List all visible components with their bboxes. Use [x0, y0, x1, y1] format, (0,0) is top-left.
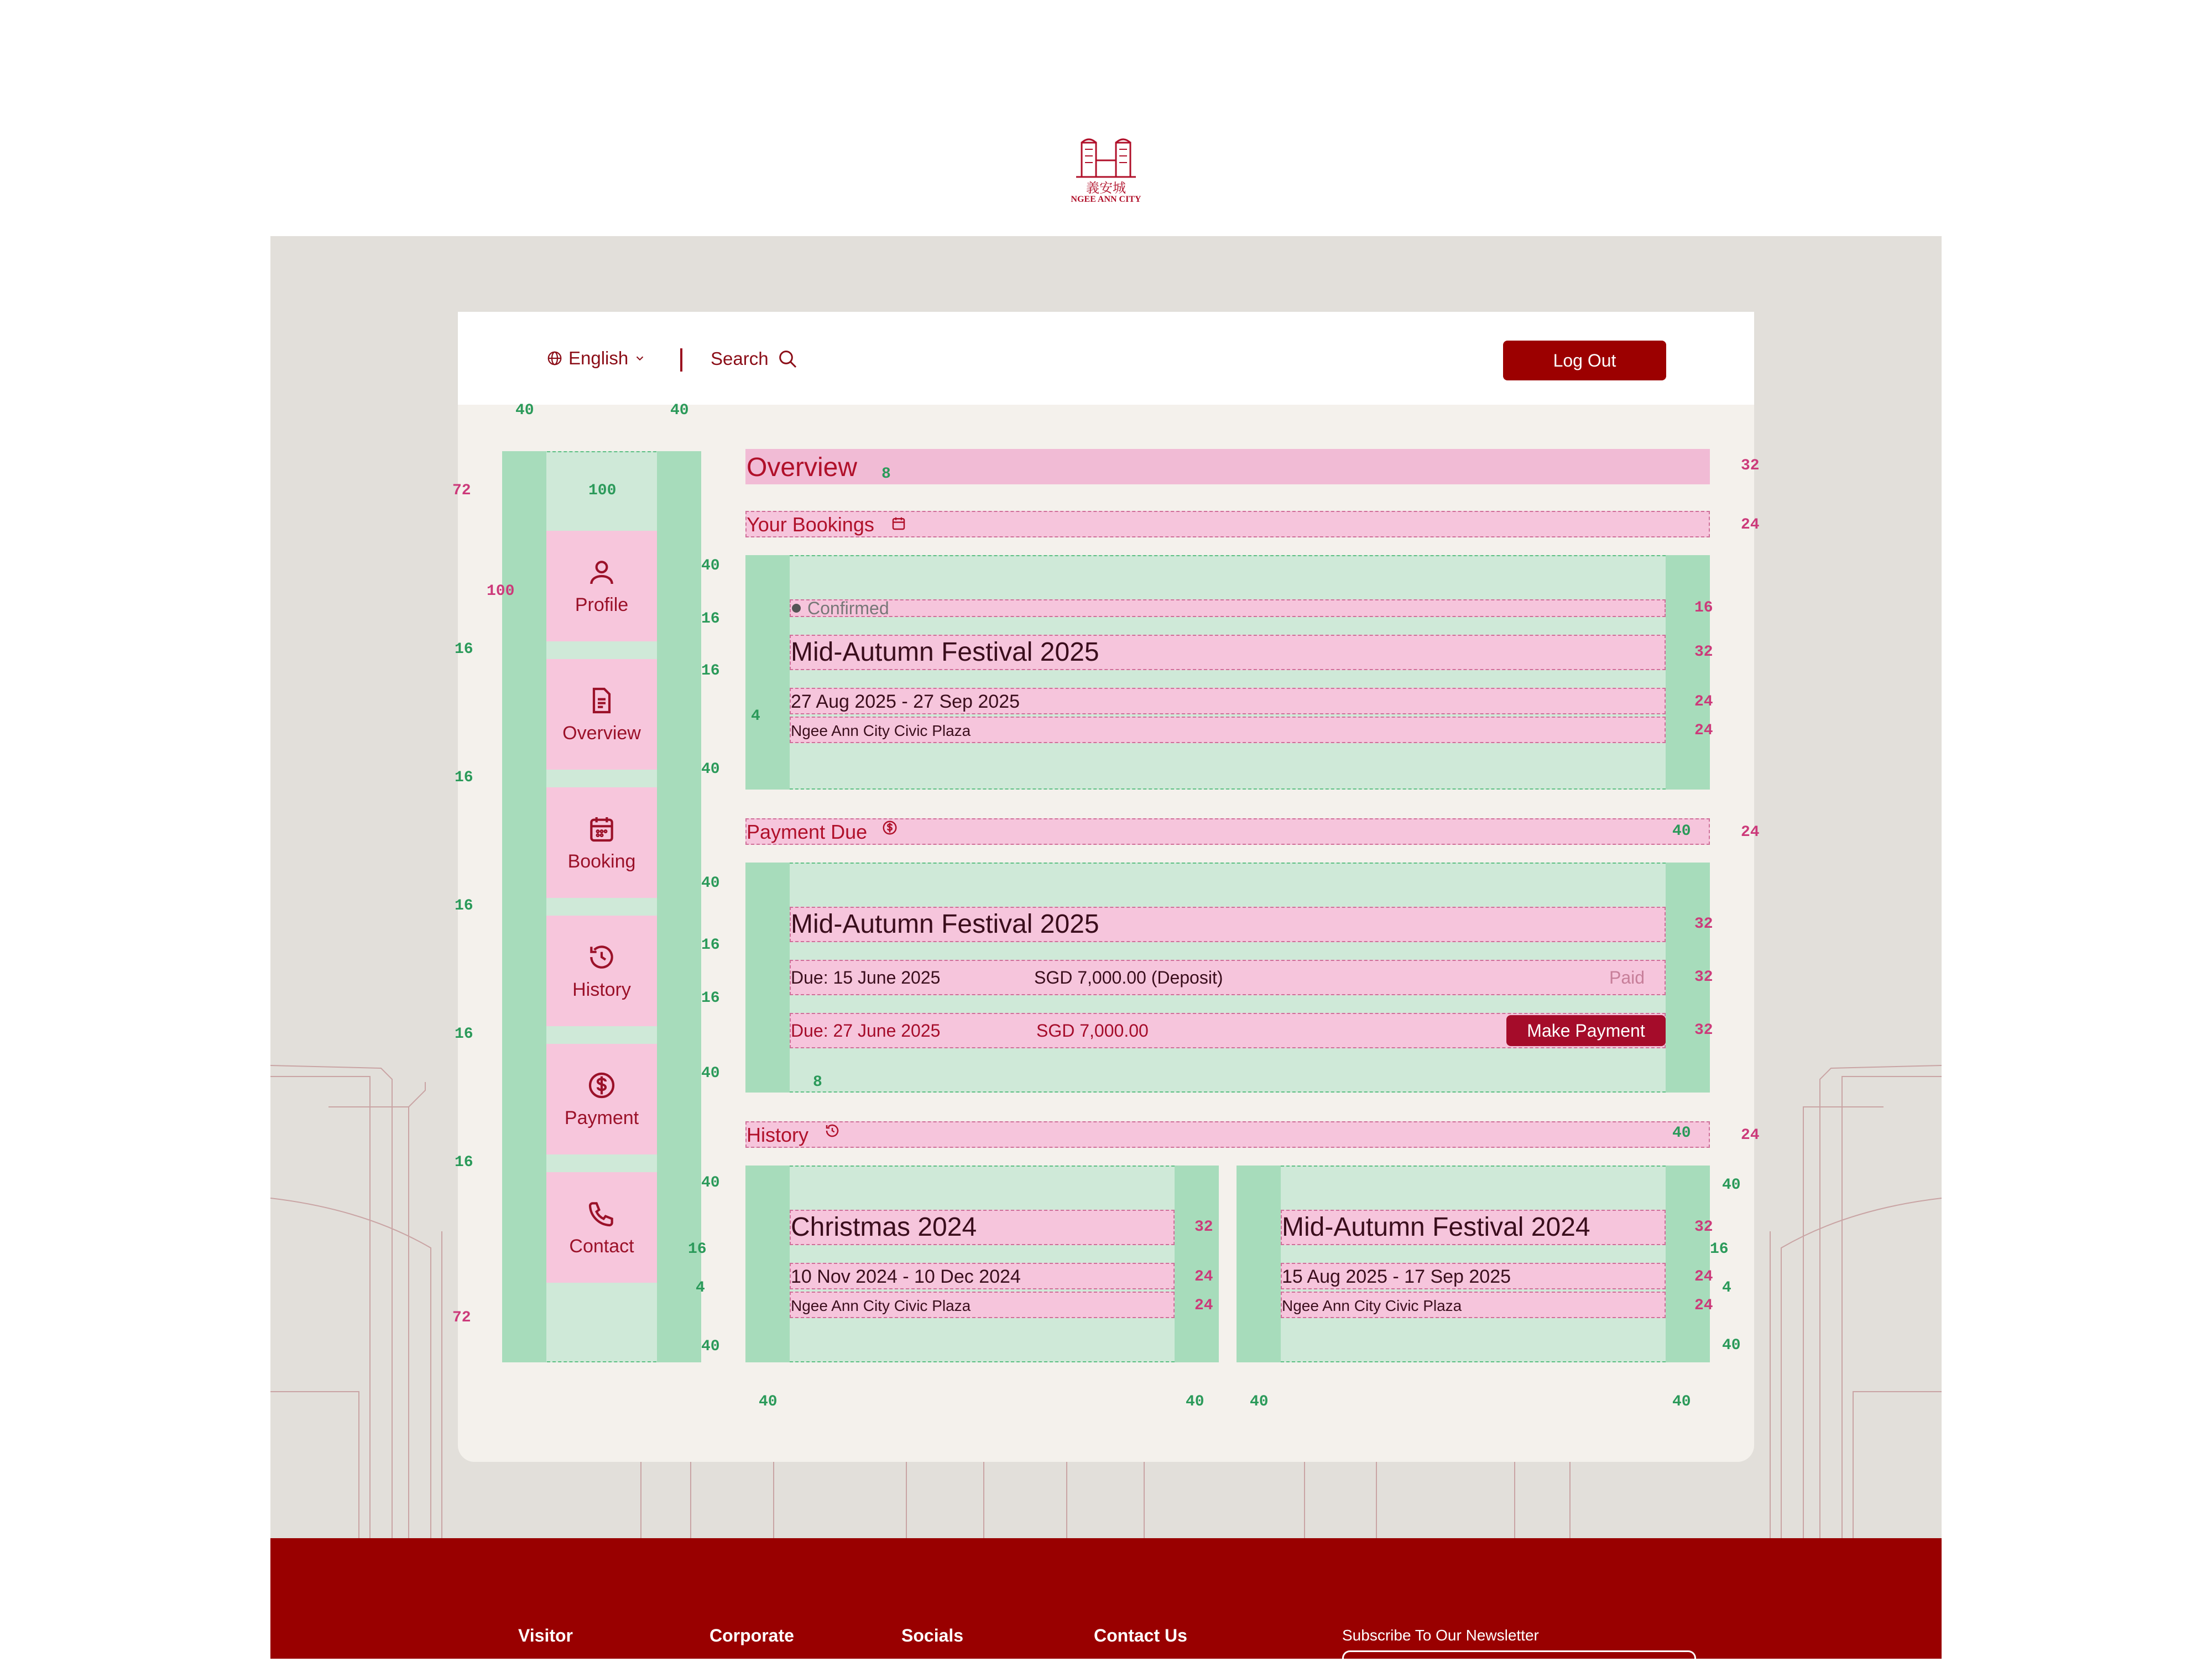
- annotation-sidebar-height-100: 100: [487, 583, 515, 600]
- history-dates: 10 Nov 2024 - 10 Dec 2024: [791, 1266, 1021, 1287]
- sidebar-label-contact: Contact: [569, 1235, 634, 1257]
- annotation-gap-16: 16: [455, 897, 473, 915]
- annotation-16: 16: [701, 610, 720, 628]
- history-heading: History: [747, 1123, 809, 1146]
- page-title: Overview: [747, 453, 858, 482]
- annotation-16: 16: [701, 990, 720, 1007]
- person-icon: [586, 557, 617, 588]
- annotation-32: 32: [1694, 916, 1713, 933]
- footer-link-contact-us[interactable]: Contact Us: [1094, 1626, 1187, 1645]
- annotation-gap-16: 16: [455, 1154, 473, 1171]
- annotation-4: 4: [1722, 1279, 1731, 1297]
- annotation-title-32: 32: [1741, 457, 1760, 474]
- make-payment-button[interactable]: Make Payment: [1506, 1015, 1666, 1046]
- payment-due-date: Due: 27 June 2025: [791, 1021, 941, 1041]
- annotation-40: 40: [701, 1065, 720, 1082]
- history-card-left-padding: [745, 1166, 790, 1362]
- annotation-sidebar-right-40: 40: [670, 402, 689, 419]
- sidebar-right-padding: [657, 451, 701, 1362]
- history-card-right-padding: [1175, 1166, 1219, 1362]
- annotation-40: 40: [701, 761, 720, 778]
- booking-dates: 27 Aug 2025 - 27 Sep 2025: [791, 691, 1020, 712]
- annotation-40: 40: [1186, 1393, 1204, 1410]
- annotation-gap-16: 16: [455, 769, 473, 786]
- annotation-gap-16: 16: [455, 641, 473, 658]
- header-divider: [680, 348, 682, 372]
- annotation-16: 16: [688, 1241, 707, 1258]
- annotation-24: 24: [1194, 1268, 1213, 1285]
- newsletter-email-input[interactable]: [1342, 1650, 1696, 1667]
- booking-event-name: Mid-Autumn Festival 2025: [791, 637, 1099, 667]
- globe-icon: [546, 350, 563, 367]
- annotation-heading-24: 24: [1741, 516, 1760, 534]
- sidebar-item-contact[interactable]: [546, 1172, 657, 1283]
- logo-wordmark: NGEE ANN CITY: [1071, 195, 1141, 204]
- history-icon: [586, 942, 617, 973]
- annotation-gap-16: 16: [455, 1026, 473, 1043]
- annotation-40: 40: [1672, 823, 1691, 840]
- booking-venue: Ngee Ann City Civic Plaza: [791, 722, 971, 739]
- payment-due-date: Due: 15 June 2025: [791, 968, 941, 987]
- annotation-40: 40: [759, 1393, 778, 1410]
- search-label: Search: [711, 348, 769, 369]
- bookings-heading: Your Bookings: [747, 513, 874, 536]
- annotation-40: 40: [1722, 1337, 1741, 1354]
- annotation-32: 32: [1194, 1219, 1213, 1236]
- booking-card-grid[interactable]: [745, 555, 1710, 790]
- annotation-16: 16: [1710, 1241, 1729, 1258]
- language-selector[interactable]: [546, 348, 646, 369]
- annotation-40: 40: [701, 875, 720, 892]
- annotation-16: 16: [701, 937, 720, 954]
- calendar-icon: [890, 515, 907, 532]
- sidebar-item-history[interactable]: [546, 916, 657, 1026]
- booking-card-right-padding: [1666, 555, 1710, 790]
- history-event-name: Christmas 2024: [791, 1213, 977, 1242]
- sidebar-label-booking: Booking: [567, 850, 636, 872]
- document-icon: [586, 685, 617, 716]
- logout-button[interactable]: Log Out: [1503, 341, 1666, 380]
- history-card-right-padding: [1666, 1166, 1710, 1362]
- payment-amount: SGD 7,000.00: [1036, 1021, 1149, 1041]
- annotation-40: 40: [1672, 1393, 1691, 1410]
- booking-status: Confirmed: [807, 598, 889, 618]
- annotation-24: 24: [1694, 1268, 1713, 1285]
- sidebar-item-booking[interactable]: [546, 787, 657, 898]
- annotation-sidebar-top-72: 72: [452, 482, 471, 499]
- payment-heading: Payment Due: [747, 821, 868, 843]
- language-label: English: [568, 348, 629, 368]
- sidebar-label-history: History: [572, 979, 631, 1000]
- annotation-40: 40: [701, 1338, 720, 1355]
- booking-status-row: [790, 599, 1666, 617]
- annotation-32: 32: [1694, 969, 1713, 986]
- annotation-24: 24: [1194, 1297, 1213, 1314]
- annotation-32: 32: [1694, 644, 1713, 661]
- search-icon: [776, 348, 799, 370]
- sidebar-item-payment[interactable]: [546, 1044, 657, 1154]
- annotation-16: 16: [701, 662, 720, 680]
- status-dot-icon: [792, 604, 801, 613]
- annotation-sidebar-left-40: 40: [515, 402, 534, 419]
- footer-link-visitor[interactable]: Visitor: [518, 1626, 573, 1645]
- calendar-icon: [586, 813, 617, 844]
- annotation-16: 16: [1694, 599, 1713, 616]
- annotation-32: 32: [1694, 1219, 1713, 1236]
- payment-event-name: Mid-Autumn Festival 2025: [791, 910, 1099, 939]
- history-icon: [824, 1122, 841, 1139]
- footer-link-socials[interactable]: Socials: [901, 1626, 964, 1645]
- annotation-24: 24: [1694, 722, 1713, 739]
- annotation-40: 40: [701, 1174, 720, 1192]
- annotation-sidebar-width-100: 100: [588, 482, 617, 499]
- booking-card-left-padding: [745, 555, 790, 790]
- annotation-24: 24: [1694, 693, 1713, 710]
- sidebar-item-overview[interactable]: [546, 659, 657, 770]
- annotation-40: 40: [1672, 1125, 1691, 1142]
- svg-text:義安城: 義安城: [1086, 180, 1126, 196]
- annotation-40: 40: [1722, 1177, 1741, 1194]
- history-venue: Ngee Ann City Civic Plaza: [791, 1297, 971, 1314]
- footer-link-corporate[interactable]: Corporate: [709, 1626, 794, 1645]
- sidebar-label-profile: Profile: [575, 594, 629, 615]
- annotation-heading-24: 24: [1741, 824, 1760, 841]
- annotation-sidebar-bottom-72: 72: [452, 1309, 471, 1326]
- annotation-heading-24: 24: [1741, 1127, 1760, 1144]
- annotation-32: 32: [1694, 1022, 1713, 1039]
- newsletter-label: Subscribe To Our Newsletter: [1342, 1627, 1539, 1644]
- phone-icon: [586, 1198, 617, 1229]
- annotation-24: 24: [1694, 1297, 1713, 1314]
- history-event-name: Mid-Autumn Festival 2024: [1282, 1213, 1590, 1242]
- annotation-gap-8: 8: [813, 1074, 822, 1091]
- search-button[interactable]: [711, 348, 799, 370]
- payment-status-paid: Paid: [1609, 968, 1645, 987]
- annotation-gap-8: 8: [881, 466, 891, 483]
- dollar-icon: [586, 1070, 617, 1101]
- history-dates: 15 Aug 2025 - 17 Sep 2025: [1282, 1266, 1511, 1287]
- annotation-4: 4: [696, 1279, 705, 1297]
- annotation-40: 40: [701, 557, 720, 574]
- sidebar-label-payment: Payment: [564, 1107, 639, 1128]
- payment-card-left-padding: [745, 863, 790, 1093]
- history-card-left-padding: [1237, 1166, 1281, 1362]
- annotation-4: 4: [751, 708, 760, 725]
- dashboard-card: [452, 312, 1760, 1462]
- sidebar-label-overview: Overview: [562, 722, 641, 744]
- chevron-down-icon: [634, 352, 646, 364]
- payment-amount: SGD 7,000.00 (Deposit): [1034, 968, 1223, 987]
- dollar-icon: [881, 819, 898, 836]
- annotation-40: 40: [1250, 1393, 1269, 1410]
- history-venue: Ngee Ann City Civic Plaza: [1282, 1297, 1462, 1314]
- sidebar-item-profile[interactable]: [546, 531, 657, 641]
- history-heading-band: [745, 1121, 1710, 1148]
